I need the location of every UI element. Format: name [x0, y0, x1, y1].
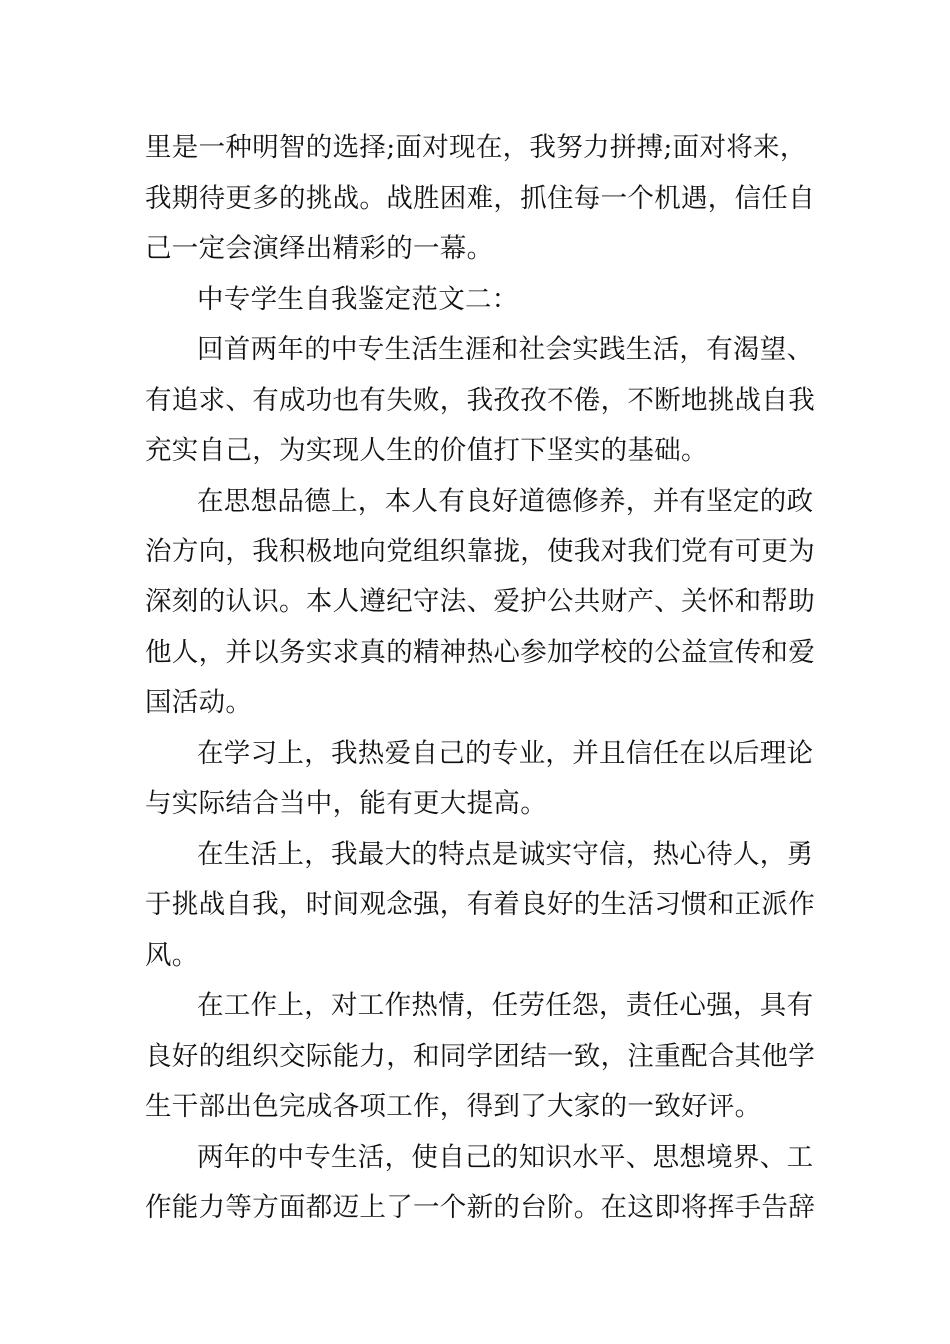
text-line: 治方向，我积极地向党组织靠拢，使我对我们党有可更为: [145, 536, 815, 567]
text-line: 作能力等方面都迈上了一个新的台阶。在这即将挥手告辞: [145, 1192, 815, 1223]
text-line: 里是一种明智的选择;面对现在，我努力拼搏;面对将来，: [145, 132, 807, 163]
text-line: 风。: [145, 940, 199, 971]
text-line: 充实自己，为实现人生的价值打下坚实的基础。: [145, 435, 708, 466]
text-line: 在工作上，对工作热情，任劳任怨，责任心强，具有: [197, 990, 814, 1021]
text-line: 深刻的认识。本人遵纪守法、爱护公共财产、关怀和帮助: [145, 586, 815, 617]
text-line: 国活动。: [145, 687, 253, 718]
text-line: 有追求、有成功也有失败，我孜孜不倦，不断地挑战自我: [145, 385, 815, 416]
section-heading: 中专学生自我鉴定范文二：: [197, 284, 519, 315]
text-line: 良好的组织交际能力，和同学团结一致，注重配合其他学: [145, 1041, 815, 1072]
text-line: 生干部出色完成各项工作，得到了大家的一致好评。: [145, 1091, 762, 1122]
text-line: 己一定会演绎出精彩的一幕。: [145, 233, 494, 264]
text-line: 我期待更多的挑战。战胜困难，抓住每一个机遇，信任自: [145, 183, 815, 214]
text-line: 两年的中专生活，使自己的知识水平、思想境界、工: [197, 1142, 814, 1173]
text-line: 于挑战自我，时间观念强，有着良好的生活习惯和正派作: [145, 889, 815, 920]
text-line: 回首两年的中专生活生涯和社会实践生活，有渴望、: [197, 334, 814, 365]
text-line: 与实际结合当中，能有更大提高。: [145, 788, 547, 819]
text-line: 他人，并以务实求真的精神热心参加学校的公益宣传和爱: [145, 637, 815, 668]
text-line: 在生活上，我最大的特点是诚实守信，热心待人，勇: [197, 839, 814, 870]
text-line: 在学习上，我热爱自己的专业，并且信任在以后理论: [197, 738, 814, 769]
text-line: 在思想品德上，本人有良好道德修养，并有坚定的政: [197, 486, 814, 517]
